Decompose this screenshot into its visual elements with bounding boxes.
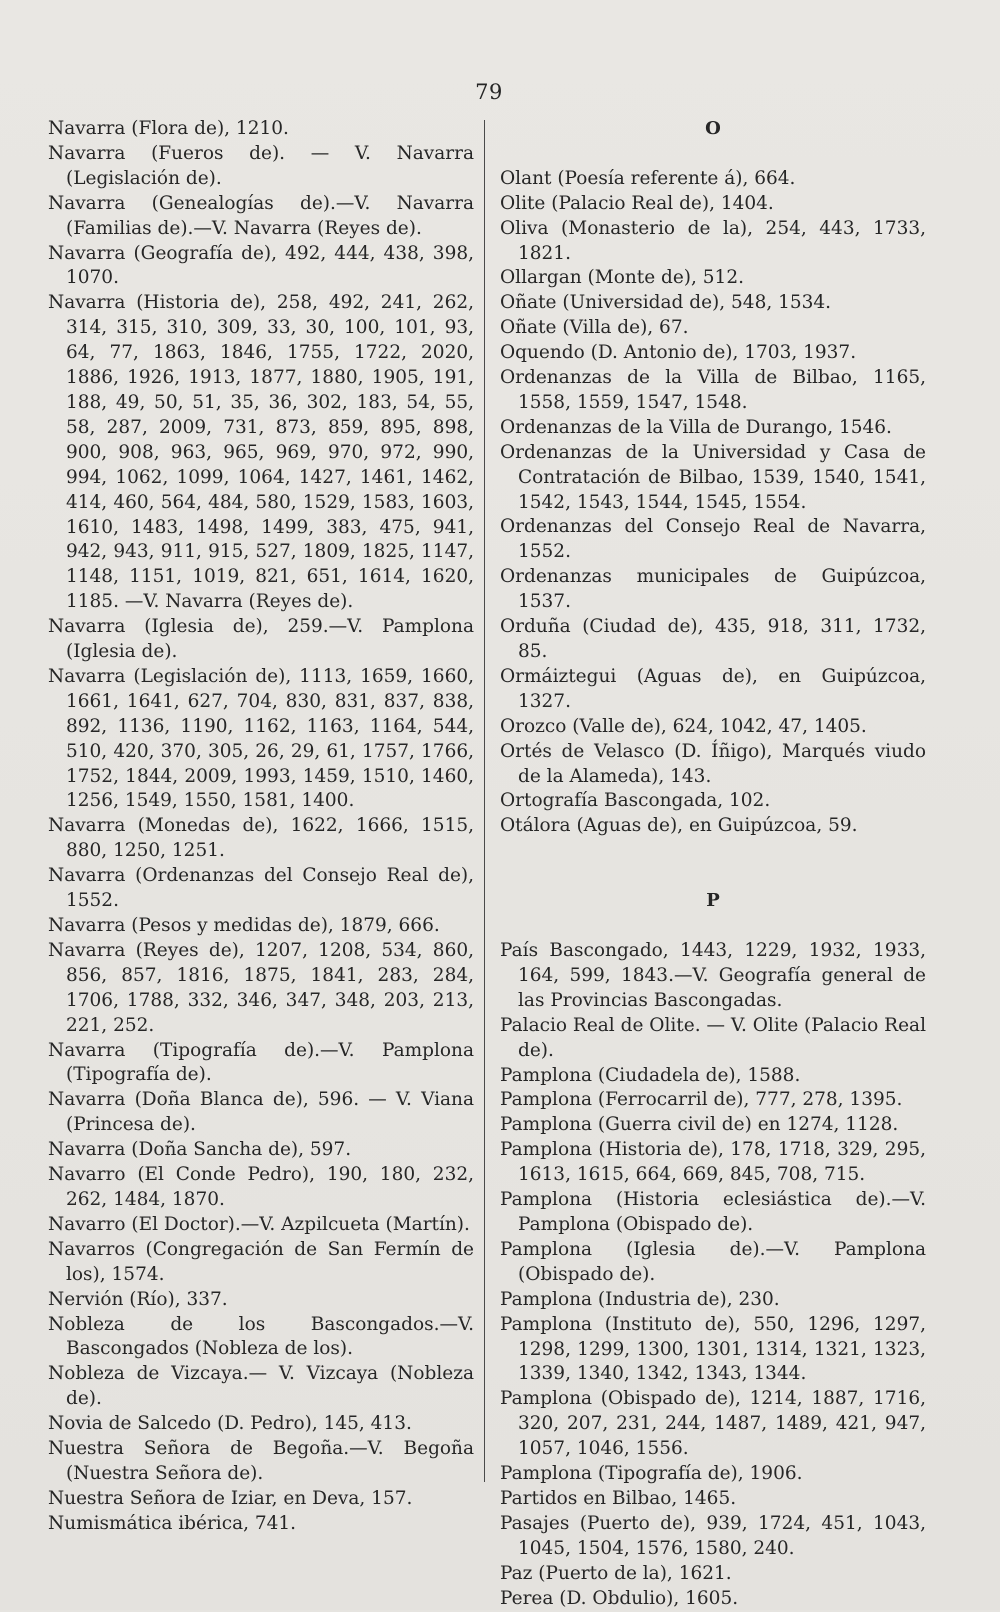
index-entry: Pamplona (Guerra civil de) en 1274, 1128. [500, 1114, 899, 1136]
section-letter-o: O [705, 118, 721, 139]
index-entry: Oquendo (D. Antonio de), 1703, 1937. [500, 342, 857, 364]
index-entry: Navarros (Congregación de San Fermín de los), 1574. [48, 1238, 474, 1285]
index-entry: Navarra (Genealogías de).—V. Navarra (Familias de).—V. Navarra (Reyes de). [48, 192, 474, 239]
index-entry: Navarra (Iglesia de), 259.—V. Pamplona (Iglesia de). [48, 616, 474, 663]
index-entry: Navarra (Ordenanzas del Consejo Real de), 1552. [48, 865, 474, 912]
index-entry: Nobleza de Vizcaya.— V. Vizcaya (Nobleza de). [48, 1363, 474, 1410]
index-entry: Pamplona (Tipografía de), 1906. [500, 1463, 803, 1485]
index-entry: Navarra (Pesos y medidas de), 1879, 666. [48, 915, 440, 936]
index-entry: Navarro (El Conde Pedro), 190, 180, 232, 262, 1484, 1870. [48, 1164, 474, 1210]
index-entry: Ollargan (Monte de), 512. [500, 267, 744, 289]
index-entry: Orozco (Valle de), 624, 1042, 47, 1405. [500, 715, 867, 737]
index-entry: Perea (D. Obdulio), 1605. [500, 1587, 739, 1609]
column-divider [484, 120, 485, 1482]
index-entry: Olite (Palacio Real de), 1404. [500, 192, 774, 214]
index-entry: Pamplona (Instituto de), 550, 1296, 1297, 1298, 1299, 1300, 1301, 1314, 1321, 1323, 1339, 1340, 1342, 1343, 1344. [500, 1313, 926, 1385]
index-entry: Oñate (Villa de), 67. [500, 317, 689, 339]
index-entry: Novia de Salcedo (D. Pedro), 145, 413. [48, 1413, 412, 1435]
section-spacer [500, 914, 926, 939]
index-entry: Navarra (Legislación de), 1113, 1659, 1660, 1661, 1641, 627, 704, 830, 831, 837, 838, 892, 1136, 1190, 1162, 1163, 1164, 544, 510, 420, 370, 305, 26, 29, 61, 1757, 1766, 1752, 1844, 2009, 1993, 1459, 1510, 1460, 1256, 1549, 1550, 1581, 1400. [48, 665, 474, 812]
index-entry: Ordenanzas de la Villa de Durango, 1546. [500, 416, 892, 438]
index-entry: Navarra (Flora de), 1210. [48, 118, 289, 139]
index-entry: Otálora (Aguas de), en Guipúzcoa, 59. [500, 815, 858, 837]
index-entry: Pamplona (Industria de), 230. [500, 1288, 780, 1310]
index-entry: Ortés de Velasco (D. Íñigo), Marqués viudo de la Alameda), 143. [500, 740, 926, 787]
section-p-entries [500, 939, 926, 1611]
index-entry: Navarra (Reyes de), 1207, 1208, 534, 860, 856, 857, 1816, 1875, 1841, 283, 284, 1706, 1788, 332, 346, 347, 348, 203, 213, 221, 252. [48, 939, 474, 1036]
index-entry: Nuestra Señora de Begoña.—V. Begoña (Nuestra Señora de). [48, 1438, 474, 1484]
index-entry: Navarra (Fueros de). — V. Navarra (Legislación de). [48, 142, 474, 189]
index-entry: Oñate (Universidad de), 548, 1534. [500, 292, 832, 314]
left-column [48, 117, 474, 1537]
section-spacer [500, 142, 926, 167]
index-entry: Nervión (Río), 337. [48, 1288, 228, 1310]
index-entry: Navarra (Geografía de), 492, 444, 438, 398, 1070. [48, 242, 474, 289]
index-entry: Ordenanzas municipales de Guipúzcoa, 1537. [500, 566, 926, 613]
index-entry: Partidos en Bilbao, 1465. [500, 1487, 737, 1509]
section-letter-p: P [706, 890, 720, 912]
index-entry: Pasajes (Puerto de), 939, 1724, 451, 1043, 1045, 1504, 1576, 1580, 240. [500, 1512, 926, 1559]
index-entry: País Bascongado, 1443, 1229, 1932, 1933, 164, 599, 1843.—V. Geografía general de las Provincias Bascongadas. [500, 940, 926, 1011]
index-entry: Nuestra Señora de Iziar, en Deva, 157. [48, 1487, 413, 1509]
index-entry: Ordenanzas de la Villa de Bilbao, 1165, 1558, 1559, 1547, 1548. [500, 367, 926, 413]
index-entry: Ordenanzas del Consejo Real de Navarra, 1552. [500, 516, 926, 563]
index-entry: Ordenanzas de la Universidad y Casa de Contratación de Bilbao, 1539, 1540, 1541, 1542, 1543, 1544, 1545, 1554. [500, 441, 926, 513]
index-entry: Pamplona (Obispado de), 1214, 1887, 1716, 320, 207, 231, 244, 1487, 1489, 421, 947, 1057, 1046, 1556. [500, 1388, 926, 1460]
index-entry: Navarro (El Doctor).—V. Azpilcueta (Martín). [48, 1213, 470, 1235]
index-entry: Palacio Real de Olite. — V. Olite (Palacio Real de). [500, 1014, 926, 1061]
index-entry: Navarra (Historia de), 258, 492, 241, 262, 314, 315, 310, 309, 33, 30, 100, 101, 93, 64, 77, 1863, 1846, 1755, 1722, 2020, 1886, 1926, 1913, 1877, 1880, 1905, 191, 188, 49, 50, 51, 35, 36, 302, 183, 54, 55, 58, 287, 2009, 731, 873, 859, 895, 898, 900, 908, 963, 965, 969, 970, 972, 990, 994, 1062, 1099, 1064, 1427, 1461, 1462, 414, 460, 564, 484, 580, 1529, 1583, 1603, 1610, 1483, 1498, 1499, 383, 475, 941, 942, 943, 911, 915, 527, 1809, 1825, 1147, 1148, 1151, 1019, 821, 651, 1614, 1620, 1185. —V. Navarra (Reyes de). [48, 292, 474, 613]
index-entry: Pamplona (Historia eclesiástica de).—V. Pamplona (Obispado de). [500, 1189, 926, 1235]
index-entry: Navarra (Doña Blanca de), 596. — V. Viana (Princesa de). [48, 1089, 474, 1136]
index-entry: Oliva (Monasterio de la), 254, 443, 1733, 1821. [500, 217, 926, 264]
index-entry: Pamplona (Ciudadela de), 1588. [500, 1064, 801, 1086]
index-entry: Ormáiztegui (Aguas de), en Guipúzcoa, 1327. [500, 665, 926, 712]
right-column [500, 117, 926, 1612]
index-entry: Navarra (Doña Sancha de), 597. [48, 1139, 352, 1161]
index-entry: Olant (Poesía referente á), 664. [500, 167, 796, 189]
index-entry: Orduña (Ciudad de), 435, 918, 311, 1732, 85. [500, 616, 926, 662]
section-spacer [500, 839, 926, 889]
index-entry: Pamplona (Ferrocarril de), 777, 278, 1395. [500, 1089, 903, 1111]
index-entry: Ortografía Bascongada, 102. [500, 790, 771, 812]
index-entry: Navarra (Tipografía de).—V. Pamplona (Tipografía de). [48, 1039, 474, 1086]
index-entry: Nobleza de los Bascongados.—V. Bascongados (Nobleza de los). [48, 1313, 474, 1360]
index-entry: Paz (Puerto de la), 1621. [500, 1562, 732, 1584]
page-number: 79 [475, 80, 503, 104]
index-entry: Pamplona (Historia de), 178, 1718, 329, 295, 1613, 1615, 664, 669, 845, 708, 715. [500, 1139, 926, 1186]
index-entry: Navarra (Monedas de), 1622, 1666, 1515, 880, 1250, 1251. [48, 815, 474, 862]
section-o-entries [500, 167, 926, 839]
index-entry: Numismática ibérica, 741. [48, 1512, 297, 1534]
index-entry: Pamplona (Iglesia de).—V. Pamplona (Obispado de). [500, 1238, 926, 1285]
